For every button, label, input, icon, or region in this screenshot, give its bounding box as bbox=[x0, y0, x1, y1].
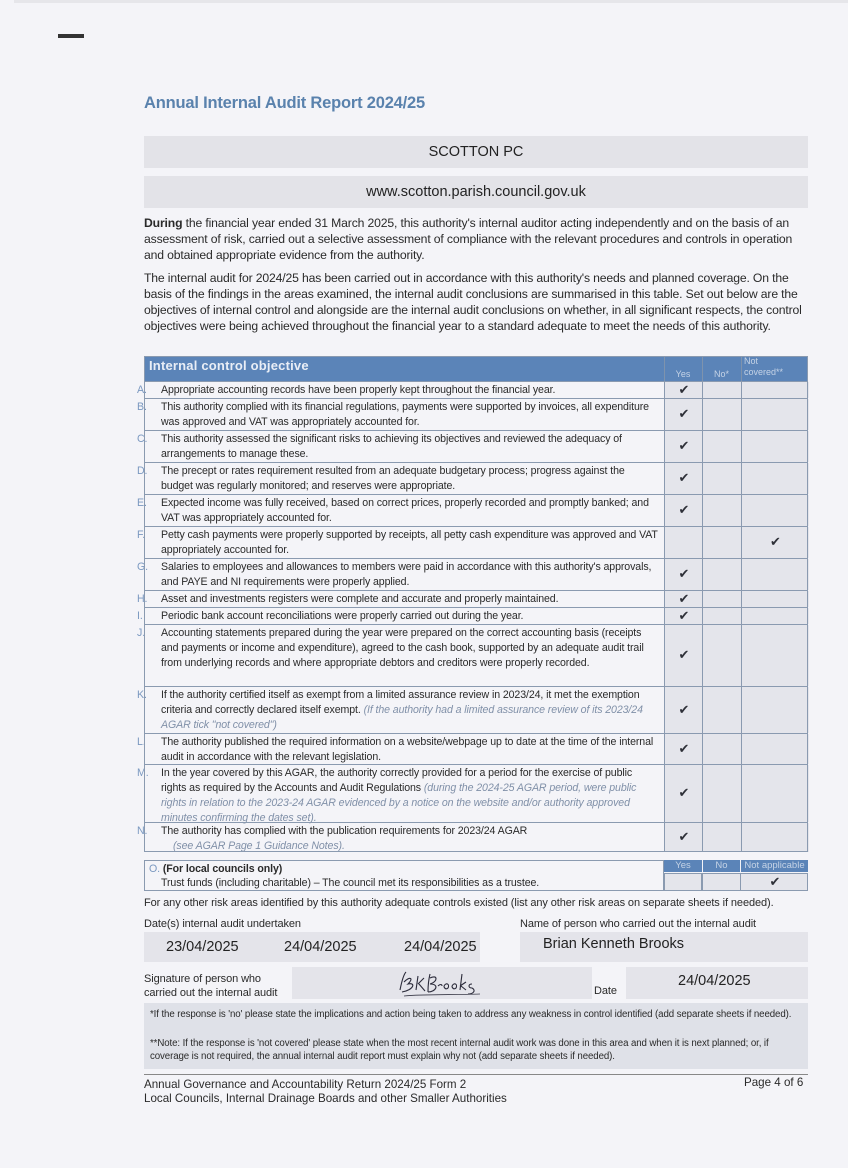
intro-paragraph-2: The internal audit for 2024/25 has been carried out in accordance with this authority's needs and planned coverage. On the basis of the findings in the areas examined, the internal audit conclusions are summarised in this table. Set out below are the objectives of internal control and alongside are the internal audit conclusions on whether, in all significant respects, the control objectives were being achieved throughout the financial year to a standard adequate to meet the needs of this authority. bbox=[144, 271, 802, 333]
table-row bbox=[137, 686, 808, 733]
table-row bbox=[137, 381, 808, 398]
answer-cell-no[interactable] bbox=[702, 399, 742, 430]
signed-date: 24/04/2025 bbox=[678, 973, 751, 989]
objective-letter: C. bbox=[137, 433, 148, 445]
tick-icon: ✔ bbox=[678, 701, 690, 717]
intro-bold: During bbox=[144, 216, 183, 230]
answer-cell-yes[interactable] bbox=[664, 823, 703, 852]
answer-cell-not-covered[interactable] bbox=[741, 625, 809, 686]
objective-body: Asset and investments registers were complete and accurate and properly maintained. bbox=[161, 593, 559, 605]
objective-text bbox=[137, 735, 659, 765]
punch-mark bbox=[58, 34, 84, 38]
answer-cell-not-covered[interactable] bbox=[741, 382, 809, 398]
objective-body: Periodic bank account reconciliations were properly carried out during the year. bbox=[161, 610, 524, 622]
answer-cell-no[interactable] bbox=[702, 734, 742, 764]
trust-na-cell[interactable] bbox=[740, 873, 808, 891]
answer-cell-no[interactable] bbox=[702, 559, 742, 590]
header-separator bbox=[702, 356, 703, 381]
notes-box bbox=[144, 1003, 808, 1069]
objective-text bbox=[137, 383, 659, 398]
header-not-covered-line1: Not bbox=[744, 356, 759, 366]
table-row bbox=[137, 558, 808, 590]
note-no-response: *If the response is 'no' please state the implications and action being taken to address any weakness in control identified (add separate sheets if needed). bbox=[150, 1009, 792, 1020]
answer-cell-no[interactable] bbox=[702, 591, 742, 607]
signature-label-line1: Signature of person who bbox=[144, 973, 261, 985]
answer-cell-not-covered[interactable] bbox=[741, 559, 809, 590]
note-not-covered: **Note: If the response is 'not covered' please state when the most recent internal audit work was done in this area and when it is next planned; or, if coverage is not required, the annual internal audit report must explain why not (add separate sheets if needed). bbox=[150, 1038, 769, 1062]
table-row bbox=[137, 822, 808, 852]
header-not-covered-line2: covered** bbox=[744, 367, 784, 377]
table-row bbox=[137, 764, 808, 824]
tick-icon: ✔ bbox=[678, 406, 690, 421]
objective-body: Accounting statements prepared during the year were prepared on the correct accounting basis (receipts and payments or income and expenditure), agreed to the cash book, supported by an adequate audit trail from underlying records and where appropriate debtors and creditors were properly recorded. bbox=[161, 627, 644, 669]
answer-cell-not-covered[interactable] bbox=[741, 608, 809, 624]
header-no: No* bbox=[713, 369, 729, 379]
header-objective: Internal control objective bbox=[149, 358, 309, 373]
answer-cell-no[interactable] bbox=[702, 382, 742, 398]
answer-cell-yes[interactable] bbox=[664, 591, 703, 607]
tick-icon: ✔ bbox=[769, 874, 781, 889]
website-address: www.scotton.parish.council.gov.uk bbox=[366, 184, 586, 200]
answer-cell-yes[interactable] bbox=[664, 625, 703, 686]
objective-letter: B. bbox=[137, 401, 147, 413]
table-row bbox=[137, 590, 808, 607]
table-row bbox=[137, 607, 808, 624]
date-label: Date bbox=[594, 985, 617, 997]
audit-date-1: 23/04/2025 bbox=[166, 939, 239, 955]
objective-body: The authority has complied with the publication requirements for 2023/24 AGAR bbox=[161, 825, 528, 837]
answer-cell-no[interactable] bbox=[702, 625, 742, 686]
objective-letter: E. bbox=[137, 497, 147, 509]
objective-note: (If the authority had a limited assurance review of its 2023/24 AGAR tick "not covered") bbox=[161, 704, 643, 731]
objective-text bbox=[137, 464, 659, 494]
intro-p1-text: the financial year ended 31 March 2025, this authority's internal auditor acting independently and on the basis of an assessment of risk, carried out a selective assessment of compliance with the relevant procedures and controls in operation and obtained appropriate evidence from the authority. bbox=[144, 216, 793, 262]
objective-text bbox=[137, 592, 659, 607]
signature-label bbox=[144, 972, 277, 1000]
answer-cell-yes[interactable] bbox=[664, 687, 703, 733]
answer-cell-yes[interactable] bbox=[664, 734, 703, 764]
signature-image bbox=[394, 968, 494, 1000]
answer-cell-not-covered[interactable] bbox=[741, 823, 809, 852]
answer-cell-no[interactable] bbox=[702, 687, 742, 733]
objective-text bbox=[137, 824, 659, 854]
objective-body: Salaries to employees and allowances to members were paid in accordance with this authority's approvals, and PAYE and NI requirements were properly applied. bbox=[161, 561, 652, 588]
objective-text bbox=[137, 609, 659, 624]
answer-cell-not-covered[interactable] bbox=[741, 463, 809, 494]
answer-cell-not-covered[interactable] bbox=[741, 765, 809, 822]
website-field bbox=[144, 176, 808, 208]
auditor-name: Brian Kenneth Brooks bbox=[543, 936, 685, 952]
table-row bbox=[137, 733, 808, 764]
answer-cell-not-covered[interactable] bbox=[741, 687, 809, 733]
answer-cell-no[interactable] bbox=[702, 463, 742, 494]
objective-letter: A. bbox=[137, 384, 147, 396]
table-row bbox=[137, 430, 808, 462]
answer-cell-no[interactable] bbox=[702, 608, 742, 624]
tick-icon: ✔ bbox=[678, 607, 690, 623]
page-number: Page 4 of 6 bbox=[744, 1076, 804, 1089]
trust-text: Trust funds (including charitable) – The council met its responsibilities as a trustee. bbox=[161, 877, 540, 889]
objective-body: This authority complied with its financial regulations, payments were supported by invoices, all expenditure was approved and VAT was appropriately accounted for. bbox=[161, 401, 649, 428]
answer-cell-yes[interactable] bbox=[664, 382, 703, 398]
table-header bbox=[144, 356, 808, 381]
trust-title-line bbox=[149, 863, 282, 875]
objective-text bbox=[137, 528, 659, 558]
header-not-covered bbox=[741, 356, 811, 381]
objective-body: If the authority certified itself as exempt from a limited assurance review in 2023/24, it met the exemption criteria and correctly declared itself exempt. bbox=[161, 689, 640, 716]
footer-divider bbox=[144, 1074, 808, 1075]
objective-body: In the year covered by this AGAR, the authority correctly provided for a period for the exercise of public rights as required by the Accounts and Audit Regulations bbox=[161, 767, 633, 794]
answer-cell-no[interactable] bbox=[702, 495, 742, 526]
objective-text bbox=[137, 560, 659, 590]
answer-cell-yes[interactable] bbox=[664, 463, 703, 494]
authority-name-field bbox=[144, 136, 808, 168]
answer-cell-yes[interactable] bbox=[664, 765, 703, 822]
tick-icon: ✔ bbox=[678, 470, 690, 485]
objective-text bbox=[137, 496, 659, 526]
tick-icon: ✔ bbox=[678, 438, 690, 453]
tick-icon: ✔ bbox=[678, 502, 690, 517]
objective-body: The authority published the required information on a website/webpage up to date at the time of the internal audit in accordance with the relevant legislation. bbox=[161, 736, 654, 763]
footer-line-1: Annual Governance and Accountability Return 2024/25 Form 2 bbox=[144, 1078, 467, 1091]
objective-body: This authority assessed the significant risks to achieving its objectives and reviewed the adequacy of arrangements to manage these. bbox=[161, 433, 622, 460]
header-separator bbox=[741, 356, 742, 381]
trust-header-na: Not applicable bbox=[741, 860, 808, 872]
answer-cell-no[interactable] bbox=[702, 765, 742, 822]
table-row bbox=[137, 624, 808, 686]
objective-note: (during the 2024-25 AGAR period, were public rights in relation to the 2023-24 AGAR evidenced by a notice on the website and/or authority approved minutes confirming the dates set). bbox=[161, 782, 637, 824]
header-yes: Yes bbox=[675, 369, 691, 379]
tick-icon: ✔ bbox=[678, 647, 690, 662]
answer-cell-not-covered[interactable] bbox=[741, 431, 809, 462]
report-title: Annual Internal Audit Report 2024/25 bbox=[144, 94, 425, 112]
dates-label: Date(s) internal audit undertaken bbox=[144, 918, 301, 930]
audit-date-3: 24/04/2025 bbox=[404, 939, 477, 955]
answer-cell-no[interactable] bbox=[702, 823, 742, 852]
tick-icon: ✔ bbox=[678, 829, 690, 844]
answer-cell-not-covered[interactable] bbox=[741, 734, 809, 764]
name-label: Name of person who carried out the internal audit bbox=[520, 918, 757, 930]
objective-letter: F. bbox=[137, 529, 146, 541]
answer-cell-not-covered[interactable] bbox=[741, 495, 809, 526]
answer-cell-yes[interactable] bbox=[664, 559, 703, 590]
tick-icon: ✔ bbox=[678, 566, 690, 581]
answer-cell-not-covered[interactable] bbox=[741, 591, 809, 607]
trust-funds-row bbox=[144, 860, 808, 891]
objective-text bbox=[137, 766, 659, 826]
objective-letter: L. bbox=[137, 736, 146, 748]
objective-body: Petty cash payments were properly supported by receipts, all petty cash expenditure was approved and VAT appropriately accounted for. bbox=[161, 529, 658, 556]
objective-letter: H. bbox=[137, 593, 148, 605]
objective-note: (see AGAR Page 1 Guidance Notes). bbox=[173, 840, 345, 852]
answer-cell-not-covered[interactable] bbox=[741, 399, 809, 430]
tick-icon: ✔ bbox=[770, 534, 781, 549]
tick-icon: ✔ bbox=[678, 740, 690, 756]
tick-icon: ✔ bbox=[678, 381, 690, 397]
objective-letter: I. bbox=[137, 610, 143, 622]
answer-cell-yes[interactable] bbox=[664, 495, 703, 526]
intro-paragraph-1 bbox=[144, 215, 810, 263]
objective-text bbox=[137, 400, 659, 430]
objective-body: The precept or rates requirement resulted from an adequate budgetary process; progress against the budget was regularly monitored; and reserves were appropriate. bbox=[161, 465, 625, 492]
objective-body: Expected income was fully received, based on correct prices, properly recorded and promptly banked; and VAT was appropriately accounted for. bbox=[161, 497, 649, 524]
trust-letter: O. bbox=[149, 863, 160, 875]
authority-name: SCOTTON PC bbox=[428, 144, 524, 160]
trust-header-no: No bbox=[703, 860, 740, 872]
objective-text bbox=[137, 432, 659, 462]
trust-no-cell[interactable] bbox=[702, 873, 741, 891]
table-row bbox=[137, 398, 808, 430]
trust-title: (For local councils only) bbox=[162, 863, 283, 875]
objective-body: Appropriate accounting records have been properly kept throughout the financial year. bbox=[161, 384, 556, 396]
tick-icon: ✔ bbox=[678, 785, 690, 800]
other-risk-note: For any other risk areas identified by this authority adequate controls existed (list any other risk areas on separate sheets if needed). bbox=[144, 897, 774, 909]
audit-date-2: 24/04/2025 bbox=[284, 939, 357, 955]
objective-text bbox=[137, 688, 659, 733]
answer-cell-no[interactable] bbox=[702, 527, 742, 558]
footer-line-2: Local Councils, Internal Drainage Boards and other Smaller Authorities bbox=[144, 1092, 507, 1105]
objective-letter: N. bbox=[137, 825, 148, 837]
answer-cell-yes[interactable] bbox=[664, 527, 703, 558]
objective-letter: K. bbox=[137, 689, 147, 701]
objective-text bbox=[137, 626, 659, 671]
header-separator bbox=[664, 356, 665, 381]
objective-letter: J. bbox=[137, 627, 146, 639]
table-row bbox=[137, 494, 808, 526]
tick-icon: ✔ bbox=[678, 590, 690, 606]
table-row bbox=[137, 526, 808, 558]
answer-cell-not-covered[interactable] bbox=[741, 527, 809, 558]
objective-letter: M. bbox=[137, 767, 149, 779]
signature-label-line2: carried out the internal audit bbox=[144, 987, 278, 999]
answer-cell-yes[interactable] bbox=[664, 431, 703, 462]
answer-cell-yes[interactable] bbox=[664, 399, 703, 430]
trust-yes-cell[interactable] bbox=[664, 873, 702, 891]
answer-cell-yes[interactable] bbox=[664, 608, 703, 624]
objective-letter: D. bbox=[137, 465, 148, 477]
table-row bbox=[137, 462, 808, 494]
answer-cell-no[interactable] bbox=[702, 431, 742, 462]
trust-header-yes: Yes bbox=[664, 860, 702, 872]
objective-letter: G. bbox=[137, 561, 148, 573]
scan-edge bbox=[14, 0, 848, 3]
